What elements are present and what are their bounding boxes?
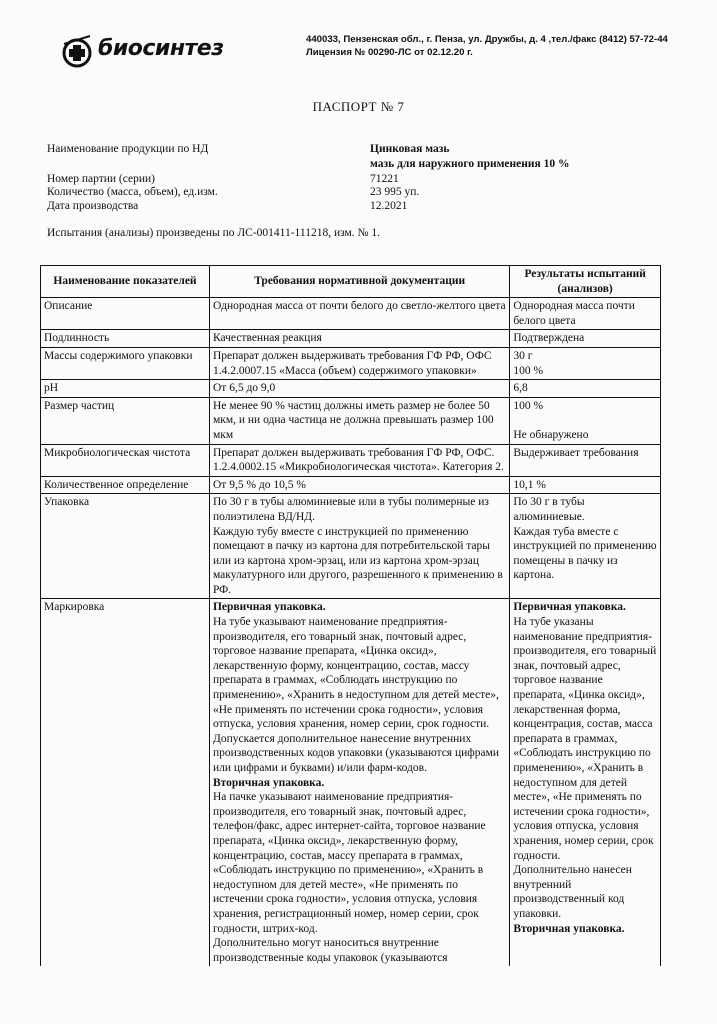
table-row xyxy=(41,330,661,348)
primary-packaging-text: На тубе указывают наименование предприятия-производителя, его товарный знак, почтовый адрес, торговое название препарата, «Цинка оксид», лекарственную форму, концентрацию, состав, массу препарата в граммах, «Соблюдать инструкцию по применению», «Хранить в недоступном для детей месте», «Не применять по истечении срока годности», условия отпуска, условия хранения, номер серии, срок годности. xyxy=(212,616,499,731)
secondary-packaging-title: Вторичная упаковка. xyxy=(513,922,625,935)
row-name: Микробиологическая чистота xyxy=(41,444,210,476)
header-name: Наименование показателей xyxy=(41,266,210,298)
result-line: Не обнаружено xyxy=(513,428,589,441)
primary-packaging-text: На тубе указаны наименование предприятия-производителя, его товарный знак, почтовый адрес, торговое название препарата, «Цинка оксид», лекарственная форма, концентрация, состав, масса препарата в граммах, «Соблюдать инструкцию по применению», «Хранить в недоступном для детей месте», «Не применять по истечении срока годности», условия отпуска, условия хранения, номер серии, срок годности. xyxy=(513,616,657,862)
table-row xyxy=(41,599,661,966)
row-requirement: Не менее 90 % частиц должны иметь размер не более 50 мкм, и ни одна частица не должна превышать размер 100 мкм xyxy=(209,397,509,444)
logo-text: биосинтез xyxy=(98,36,224,61)
secondary-packaging-title: Вторичная упаковка. xyxy=(212,776,325,789)
page-title: ПАСПОРТ № 7 xyxy=(312,99,405,114)
row-result xyxy=(510,599,661,966)
batch-label: Номер партии (серии) xyxy=(47,173,155,185)
quantity-label: Количество (масса, объем), ед.изм. xyxy=(47,186,218,198)
row-result: Однородная масса почти белого цвета xyxy=(510,298,661,330)
quantity-value: 23 995 уп. xyxy=(370,186,420,198)
result-paragraph: Каждая туба вместе с инструкцией по применению помещены в пачку из картона. xyxy=(513,525,657,582)
product-label: Наименование продукции по НД xyxy=(47,143,209,155)
specification-table xyxy=(40,265,661,966)
row-result: 6,8 xyxy=(510,380,661,398)
primary-packaging-title: Первичная упаковка. xyxy=(212,601,326,614)
row-name: Описание xyxy=(41,298,210,330)
company-address: 440033, Пензенская обл., г. Пенза, ул. Дружбы, д. 4 ,тел./факс (8412) 57-72-44 xyxy=(306,34,668,45)
table-row xyxy=(41,380,661,398)
row-requirement: Качественная реакция xyxy=(209,330,509,348)
result-line: 30 г xyxy=(513,349,533,362)
primary-packaging-extra: Дополнительно нанесен внутренний производственный код упаковки. xyxy=(513,864,632,920)
row-name: pH xyxy=(41,380,210,398)
product-form: мазь для наружного применения 10 % xyxy=(370,158,570,170)
row-requirement: Препарат должен выдерживать требования ГФ РФ, ОФС 1.4.2.0007.15 «Масса (объем) содержимого упаковки» xyxy=(209,347,509,379)
table-header-row xyxy=(41,266,661,298)
company-license: Лицензия № 00290-ЛС от 02.12.20 г. xyxy=(306,47,473,58)
table-row xyxy=(41,347,661,379)
row-result: Выдерживает требования xyxy=(510,444,661,476)
row-requirement xyxy=(209,494,509,599)
row-result: Подтверждена xyxy=(510,330,661,348)
primary-packaging-extra: Допускается дополнительное нанесение внутренних производственных кодов упаковки (указываются цифрами или цифрами и буквами) и/или фарм-кодов. xyxy=(212,732,500,774)
row-name: Упаковка xyxy=(41,494,210,599)
row-requirement xyxy=(209,599,509,966)
table-row xyxy=(41,298,661,330)
date-label: Дата производства xyxy=(47,200,139,212)
row-requirement: Препарат должен выдерживать требования ГФ РФ, ОФС. 1.2.4.0002.15 «Микробиологическая чистота». Категория 2. xyxy=(209,444,509,476)
table-row xyxy=(41,476,661,494)
row-name: Массы содержимого упаковки xyxy=(41,347,210,379)
row-result xyxy=(510,397,661,444)
secondary-packaging-text: На пачке указывают наименование предприятия-производителя, его товарный знак, почтовый адрес, телефон/факс, адрес интернет-сайта, торговое название препарата, «Цинка оксид», лекарственную форму, концентрацию, состав, массу препарата в граммах, «Соблюдать инструкцию по применению», «Хранить в недоступном для детей месте», «Не применять по истечении срока годности», условия отпуска, условия хранения, регистрационный номер, номер серии, срок годности, штрих-код. xyxy=(212,791,486,935)
row-name: Размер частиц xyxy=(41,397,210,444)
table-row xyxy=(41,397,661,444)
product-name: Цинковая мазь xyxy=(370,143,450,155)
result-line: 100 % xyxy=(513,399,544,412)
row-requirement: От 9,5 % до 10,5 % xyxy=(209,476,509,494)
row-result: 10,1 % xyxy=(510,476,661,494)
row-result xyxy=(510,494,661,599)
row-requirement: От 6,5 до 9,0 xyxy=(209,380,509,398)
row-result xyxy=(510,347,661,379)
company-logo xyxy=(60,32,235,72)
tests-note: Испытания (анализы) произведены по ЛС-001411-111218, изм. № 1. xyxy=(47,227,380,239)
result-paragraph: По 30 г в тубы алюминиевые. xyxy=(513,496,585,523)
secondary-packaging-extra: Дополнительно могут наноситься внутренние производственные коды упаковок (указываются xyxy=(212,937,448,964)
row-name: Маркировка xyxy=(41,599,210,966)
table-row xyxy=(41,494,661,599)
row-requirement: Однородная масса от почти белого до светло-желтого цвета xyxy=(209,298,509,330)
row-name: Подлинность xyxy=(41,330,210,348)
company-info xyxy=(306,33,668,59)
requirement-paragraph: По 30 г в тубы алюминиевые или в тубы полимерные из полиэтилена ВД/НД. xyxy=(212,496,489,523)
row-name: Количественное определение xyxy=(41,476,210,494)
batch-value: 71221 xyxy=(370,173,399,185)
requirement-paragraph: Каждую тубу вместе с инструкцией по применению помещают в пачку из картона для потребительской тары или из картона хром-эрзац, или из картона хром-эрзац макулатурного или другого, разрешенного к применению в РФ. xyxy=(212,525,503,596)
table-row xyxy=(41,444,661,476)
header-requirements: Требования нормативной документации xyxy=(209,266,509,298)
header-results: Результаты испытаний (анализов) xyxy=(510,266,661,298)
date-value: 12.2021 xyxy=(370,200,408,212)
cross-emblem-icon xyxy=(60,32,96,72)
result-line: 100 % xyxy=(513,364,544,377)
primary-packaging-title: Первичная упаковка. xyxy=(513,601,626,614)
